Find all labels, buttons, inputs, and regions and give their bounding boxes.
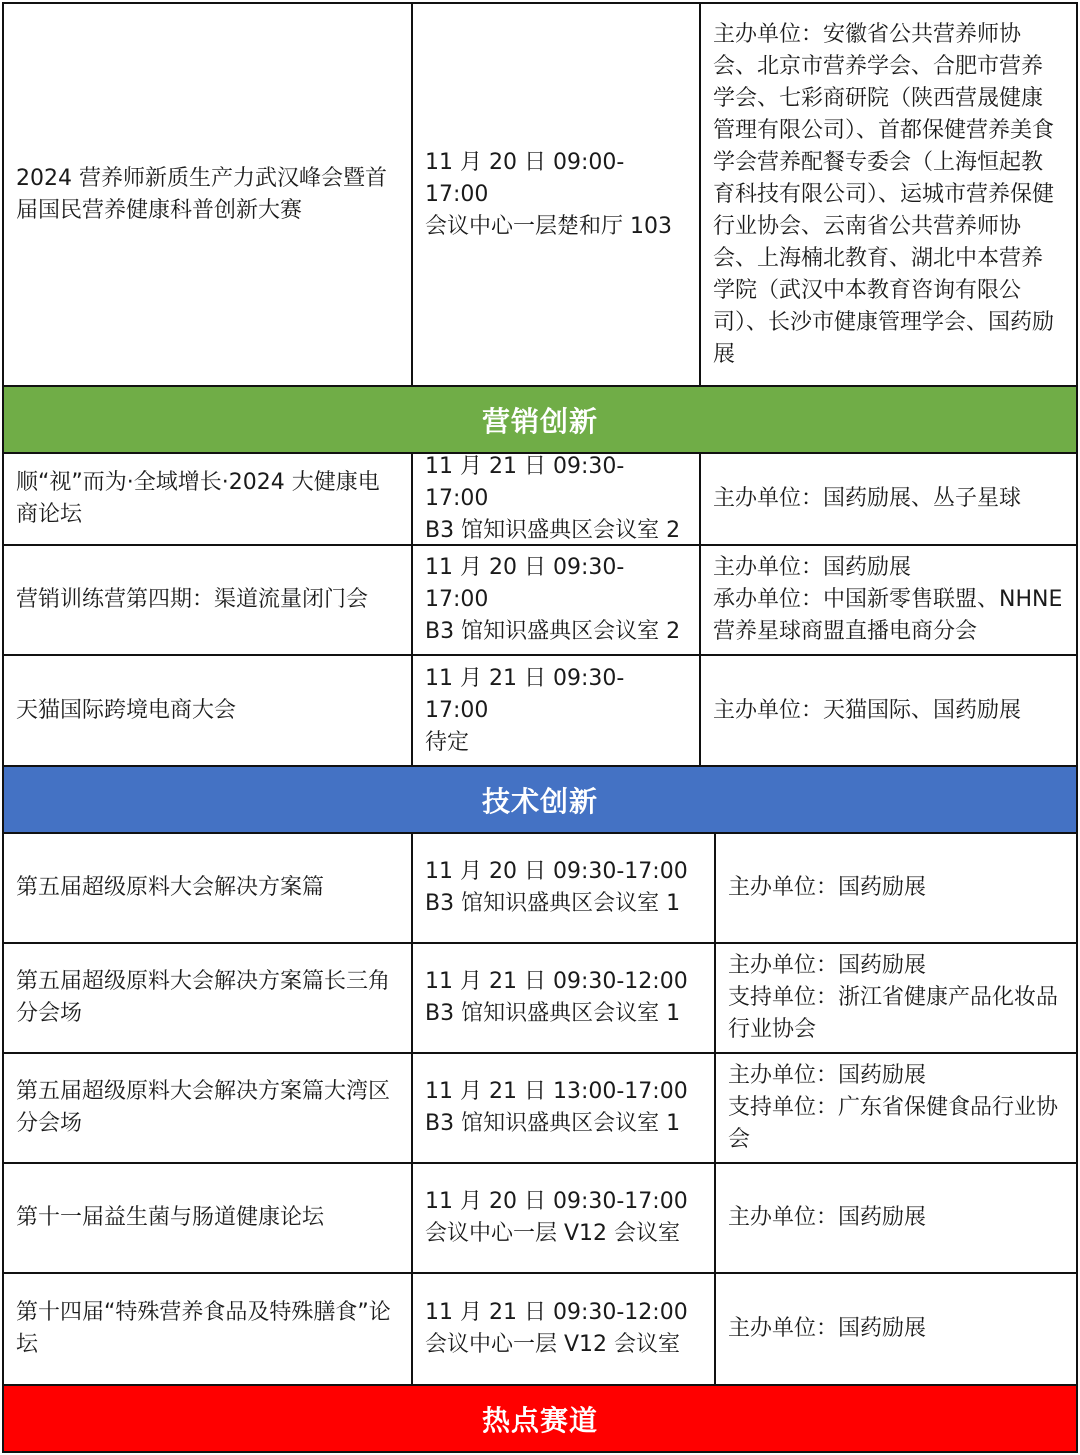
event-name: 天猫国际跨境电商大会: [16, 697, 237, 723]
event-name-cell: [2, 654, 413, 767]
event-name-cell: [2, 544, 413, 656]
event-org-cell: [699, 544, 1078, 656]
event-name: 第五届超级原料大会解决方案篇长三角分会场: [16, 969, 391, 1026]
event-org: 主办单位：国药励展、丛子星球: [713, 486, 1022, 511]
section-title: 技术创新: [481, 784, 598, 818]
event-time: 11 月 21 日 09:30-12:00 会议中心一层 V12 会议室: [425, 1300, 688, 1357]
section-banner-tech: [2, 765, 1078, 834]
event-time: 11 月 20 日 09:30-17:00 B3 馆知识盛典区会议室 1: [425, 859, 688, 916]
event-name: 第五届超级原料大会解决方案篇大湾区分会场: [16, 1079, 391, 1136]
event-time-cell: [411, 832, 716, 944]
event-time-cell: [411, 2, 701, 387]
event-org: 主办单位：国药励展 支持单位：浙江省健康产品化妆品行业协会: [728, 953, 1059, 1042]
event-name-cell: [2, 2, 413, 387]
event-name: 第十一届益生菌与肠道健康论坛: [16, 1205, 325, 1230]
event-org-cell: [699, 452, 1078, 546]
event-time-cell: [411, 654, 701, 767]
event-time: 11 月 20 日 09:00-17:00 会议中心一层楚和厅 103: [425, 149, 672, 239]
event-time: 11 月 20 日 09:30-17:00 会议中心一层 V12 会议室: [425, 1189, 688, 1246]
event-org: 主办单位：安徽省公共营养师协会、北京市营养学会、合肥市营养学会、七彩商研院（陕西营晟健康管理有限公司）、首都保健营养美食学会营养配餐专委会（上海恒起教育科技有限公司）、运城市营养保健行业协会、云南省公共营养师协会、上海楠北教育、湖北中本营养学院（武汉中本教育咨询有限公司）、长沙市健康管理学会、国药励展: [713, 21, 1055, 367]
event-org: 主办单位：国药励展 承办单位：中国新零售联盟、NHNE 营养星球商盟直播电商分会: [713, 555, 1063, 644]
event-org: 主办单位：国药励展 支持单位：广东省保健食品行业协会: [728, 1063, 1059, 1152]
section-banner-marketing: [2, 385, 1078, 454]
event-time-cell: [411, 1272, 716, 1386]
event-name: 营销训练营第四期：渠道流量闭门会: [16, 587, 369, 612]
event-time-cell: [411, 1052, 716, 1164]
event-name: 第五届超级原料大会解决方案篇: [16, 875, 325, 900]
event-time: 11 月 21 日 13:00-17:00 B3 馆知识盛典区会议室 1: [425, 1079, 688, 1136]
event-time-cell: [411, 544, 701, 656]
event-time: 11 月 21 日 09:30-17:00 B3 馆知识盛典区会议室 2: [425, 454, 681, 543]
event-org: 主办单位：天猫国际、国药励展: [713, 697, 1022, 723]
section-title: 营销创新: [481, 404, 598, 438]
event-name-cell: [2, 832, 413, 944]
event-name: 第十四届“特殊营养食品及特殊膳食”论坛: [16, 1300, 391, 1357]
event-name-cell: [2, 1162, 413, 1274]
section-banner-hot: [2, 1384, 1078, 1453]
event-name-cell: [2, 1052, 413, 1164]
event-org-cell: [699, 2, 1078, 387]
event-time-cell: [411, 942, 716, 1054]
event-time: 11 月 21 日 09:30-17:00 待定: [425, 665, 625, 755]
event-org-cell: [714, 832, 1078, 944]
event-name-cell: [2, 942, 413, 1054]
event-org-cell: [714, 942, 1078, 1054]
event-name-cell: [2, 1272, 413, 1386]
event-org-cell: [714, 1162, 1078, 1274]
event-time-cell: [411, 1162, 716, 1274]
event-org-cell: [714, 1272, 1078, 1386]
event-org: 主办单位：国药励展: [728, 1316, 927, 1341]
event-org: 主办单位：国药励展: [728, 875, 927, 900]
event-org-cell: [714, 1052, 1078, 1164]
event-name: 顺“视”而为·全域增长·2024 大健康电商论坛: [16, 470, 380, 527]
section-title: 热点赛道: [481, 1403, 598, 1437]
event-time: 11 月 21 日 09:30-12:00 B3 馆知识盛典区会议室 1: [425, 969, 688, 1026]
event-name-cell: [2, 452, 413, 546]
event-org-cell: [699, 654, 1078, 767]
event-time: 11 月 20 日 09:30-17:00 B3 馆知识盛典区会议室 2: [425, 555, 681, 644]
event-name: 2024 营养师新质生产力武汉峰会暨首届国民营养健康科普创新大赛: [16, 165, 387, 223]
event-time-cell: [411, 452, 701, 546]
event-org: 主办单位：国药励展: [728, 1205, 927, 1230]
